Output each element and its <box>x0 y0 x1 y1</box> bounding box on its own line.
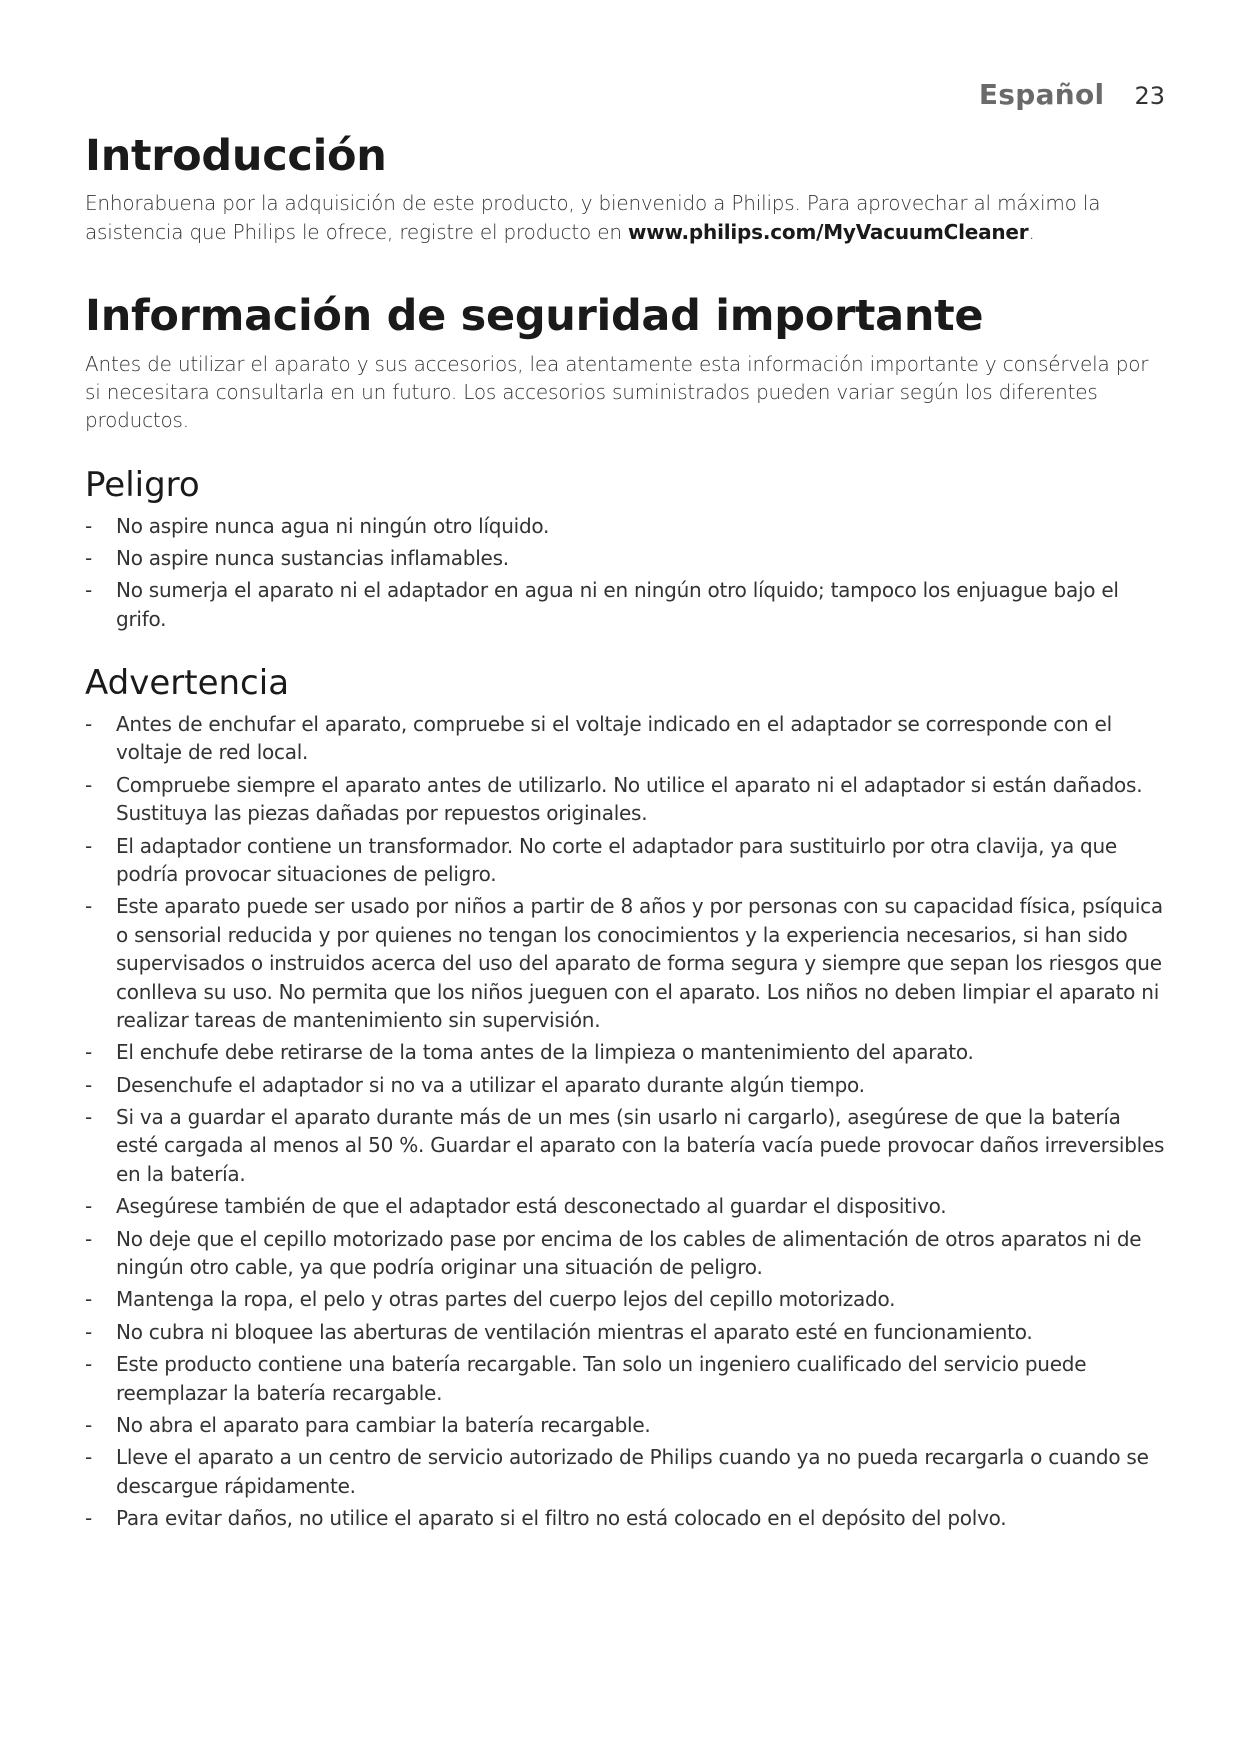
dash-bullet: - <box>85 772 92 797</box>
dash-bullet: - <box>85 711 92 736</box>
dash-bullet: - <box>85 1072 92 1097</box>
list-item <box>85 1411 1165 1439</box>
dash-bullet: - <box>85 1319 92 1344</box>
warning-list <box>85 710 1165 1533</box>
dash-bullet: - <box>85 1352 92 1377</box>
list-item-text: Mantenga la ropa, el pelo y otras partes del cuerpo lejos del cepillo motorizado. <box>116 1287 896 1312</box>
list-item-text: No cubra ni bloquee las aberturas de ventilación mientras el aparato esté en funcionamiento. <box>116 1319 1033 1344</box>
list-item <box>85 576 1165 633</box>
list-item <box>85 1318 1165 1346</box>
page-header <box>979 78 1165 111</box>
page-number: 23 <box>1134 82 1165 110</box>
dash-bullet: - <box>85 1105 92 1130</box>
list-item-text: Si va a guardar el aparato durante más de un mes (sin usarlo ni cargarlo), asegúrese de que la batería esté cargada al menos al 50 %. Guardar el aparato con la batería vacía puede provocar daños irreversibles en la batería. <box>116 1105 1165 1186</box>
list-item-text: El adaptador contiene un transformador. No corte el adaptador para sustituirlo por otra clavija, ya que podría provocar situaciones de peligro. <box>116 833 1117 886</box>
dash-bullet: - <box>85 513 92 538</box>
dash-bullet: - <box>85 546 92 571</box>
dash-bullet: - <box>85 894 92 919</box>
dash-bullet: - <box>85 1506 92 1531</box>
safety-paragraph: Antes de utilizar el aparato y sus accesorios, lea atentamente esta información importante y consérvela por si necesitara consultarla en un futuro. Los accesorios suministrados pueden variar según los diferentes productos. <box>85 351 1149 433</box>
intro-paragraph <box>85 189 1165 246</box>
list-item <box>85 1225 1165 1282</box>
list-item-text: Antes de enchufar el aparato, compruebe si el voltaje indicado en el adaptador se corresponde con el voltaje de red local. <box>116 711 1112 765</box>
list-item-text: No aspire nunca sustancias inflamables. <box>116 546 509 571</box>
list-item <box>85 832 1165 889</box>
list-item <box>85 1192 1165 1220</box>
dash-bullet: - <box>85 1226 92 1251</box>
list-item <box>85 1071 1165 1099</box>
dash-bullet: - <box>85 1287 92 1312</box>
list-item <box>85 710 1165 767</box>
list-item <box>85 544 1165 572</box>
dash-bullet: - <box>85 833 92 858</box>
list-item-text: Este aparato puede ser usado por niños a partir de 8 años y por personas con su capacidad física, psíquica o sensorial reducida y por quienes no tengan los conocimientos y la experiencia necesarios, si han sido supervisados o instruidos acerca del uso del aparato de forma segura y siempre que sepan los riesgos que conlleva su uso. No permita que los niños jueguen con el aparato. Los niños no deben limpiar el aparato ni realizar tareas de mantenimiento sin supervisión. <box>116 894 1163 1032</box>
language-label: Español <box>978 78 1105 111</box>
list-item-text: Para evitar daños, no utilice el aparato si el filtro no está colocado en el depósito del polvo. <box>116 1506 1007 1531</box>
list-item <box>85 1443 1165 1500</box>
list-item <box>85 892 1165 1034</box>
registration-url: www.philips.com/MyVacuumCleaner <box>627 219 1029 244</box>
list-item <box>85 1038 1165 1066</box>
intro-heading: Introducción <box>85 131 387 181</box>
dash-bullet: - <box>85 1040 92 1065</box>
list-item-text: No deje que el cepillo motorizado pase por encima de los cables de alimentación de otros aparatos ni de ningún otro cable, ya que podría originar una situación de peligro. <box>116 1226 1142 1280</box>
list-item-text: No abra el aparato para cambiar la batería recargable. <box>116 1412 651 1437</box>
dash-bullet: - <box>85 1445 92 1470</box>
warning-heading: Advertencia <box>85 663 290 704</box>
list-item <box>85 771 1165 828</box>
list-item-text: No aspire nunca agua ni ningún otro líquido. <box>116 513 550 538</box>
list-item-text: Desenchufe el adaptador si no va a utilizar el aparato durante algún tiempo. <box>116 1072 865 1097</box>
page-content <box>85 132 1165 1537</box>
list-item-text: Lleve el aparato a un centro de servicio autorizado de Philips cuando ya no pueda recargarla o cuando se descargue rápidamente. <box>116 1445 1149 1498</box>
list-item-text: Compruebe siempre el aparato antes de utilizarlo. No utilice el aparato ni el adaptador si están dañados. Sustituya las piezas dañadas por repuestos originales. <box>116 772 1143 826</box>
dash-bullet: - <box>85 1412 92 1437</box>
list-item-text: Asegúrese también de que el adaptador está desconectado al guardar el dispositivo. <box>116 1194 947 1219</box>
list-item <box>85 512 1165 540</box>
list-item <box>85 1285 1165 1313</box>
danger-list <box>85 512 1165 634</box>
intro-text-end: . <box>1028 219 1035 244</box>
list-item <box>85 1350 1165 1407</box>
dash-bullet: - <box>85 578 92 603</box>
list-item-text: El enchufe debe retirarse de la toma antes de la limpieza o mantenimiento del aparato. <box>116 1040 974 1065</box>
list-item-text: Este producto contiene una batería recargable. Tan solo un ingeniero cualificado del servicio puede reemplazar la batería recargable. <box>116 1352 1087 1405</box>
intro-text: Enhorabuena por la adquisición de este producto, y bienvenido a Philips. Para aprovechar al máximo la asistencia que Philips le ofrece, registre el producto en <box>85 191 1101 244</box>
list-item <box>85 1504 1165 1532</box>
list-item <box>85 1103 1165 1188</box>
dash-bullet: - <box>85 1194 92 1219</box>
safety-heading: Información de seguridad importante <box>85 291 984 342</box>
danger-heading: Peligro <box>85 464 200 505</box>
list-item-text: No sumerja el aparato ni el adaptador en agua ni en ningún otro líquido; tampoco los enjuague bajo el grifo. <box>116 578 1119 631</box>
